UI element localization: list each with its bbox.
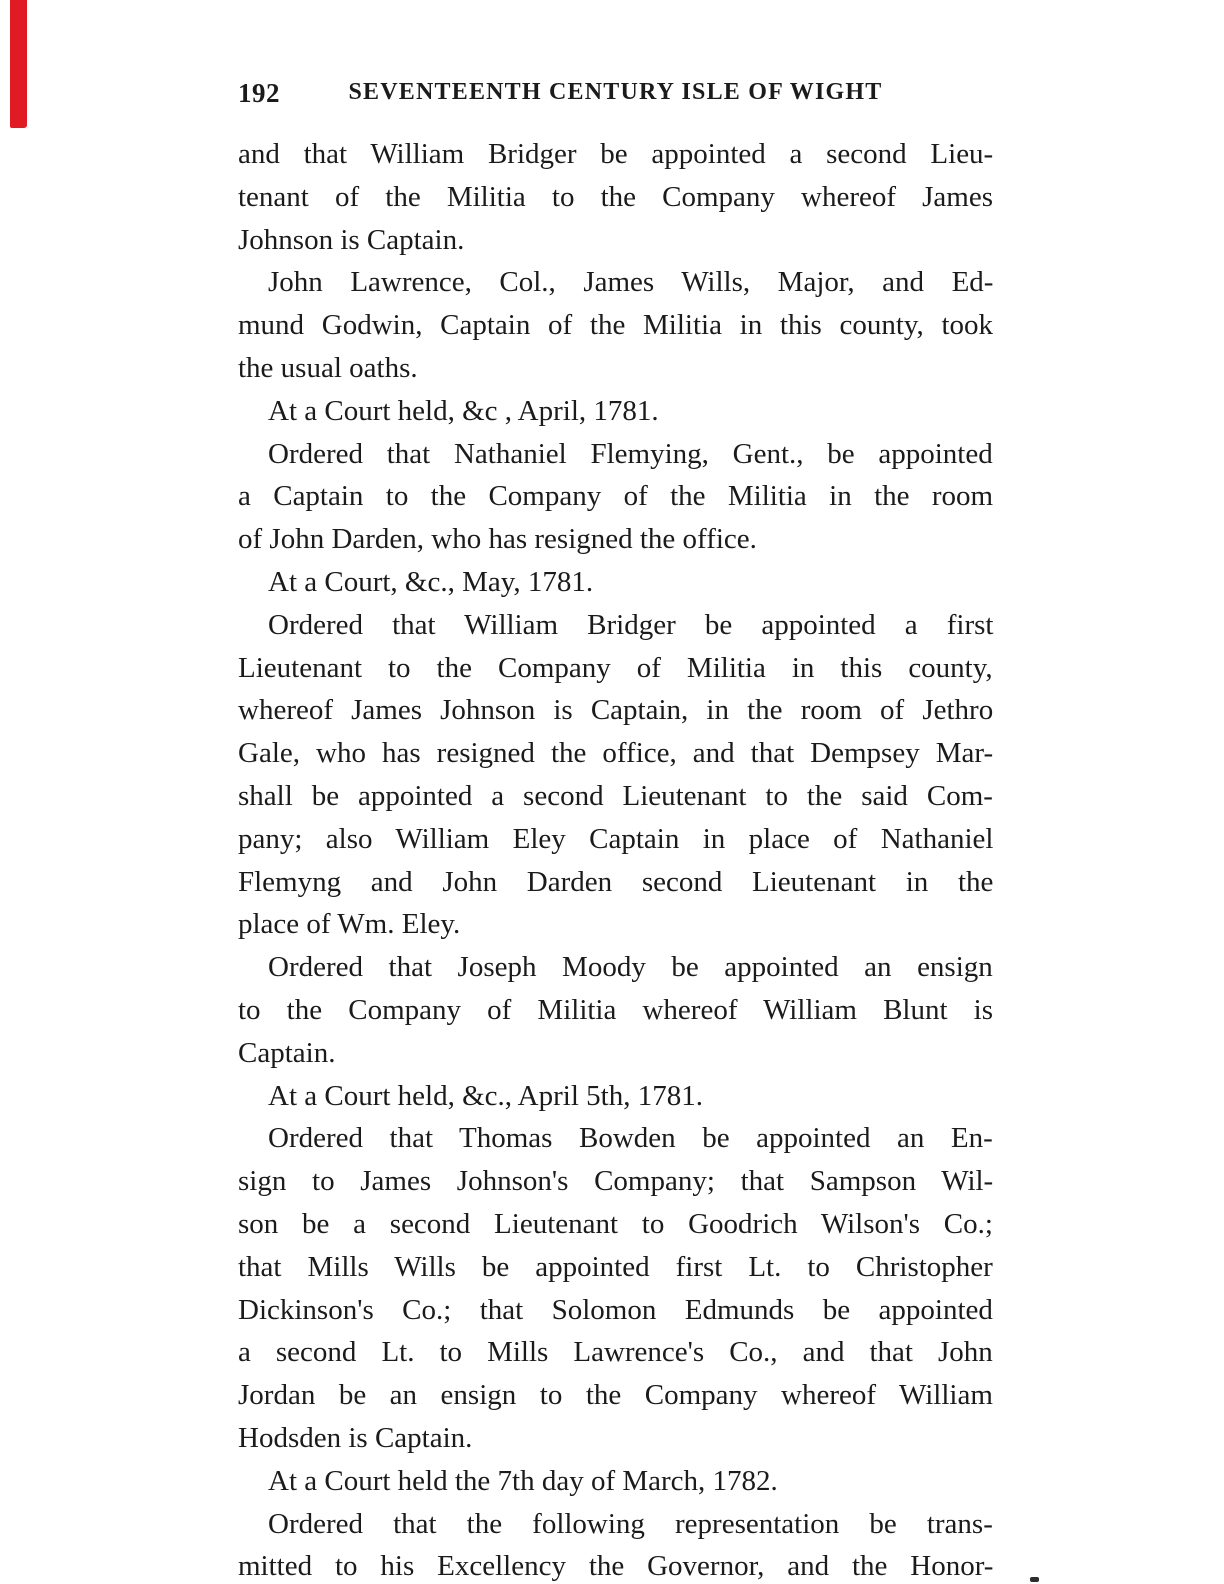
text-line-content: Dickinson's Co.; that Solomon Edmunds be appointed <box>238 1293 993 1326</box>
text-line-content: tenant of the Militia to the Company whereof James <box>238 180 994 213</box>
text-line-content: that Mills Wills be appointed first Lt. to Christopher <box>238 1250 993 1283</box>
text-line-content: Lieutenant to the Company of Militia in this county, <box>238 651 993 684</box>
text-line <box>238 818 993 861</box>
text-line <box>238 1374 993 1417</box>
text-line <box>238 518 993 561</box>
text-line-content: At a Court held, &c , April, 1781. <box>268 394 659 427</box>
text-line-content: Ordered that the following representation be trans- <box>268 1507 993 1540</box>
text-line-content: a second Lt. to Mills Lawrence's Co., and that John <box>238 1336 993 1369</box>
text-line <box>238 1117 993 1160</box>
text-line <box>238 1503 993 1546</box>
text-line-content: the usual oaths. <box>238 351 418 384</box>
text-line-content: Ordered that Thomas Bowden be appointed an En- <box>268 1122 993 1155</box>
text-line <box>238 1460 993 1503</box>
running-head-title: SEVENTEENTH CENTURY ISLE OF WIGHT <box>348 79 883 105</box>
text-line-content: son be a second Lieutenant to Goodrich Wilson's Co.; <box>238 1207 993 1240</box>
text-line-content: At a Court held the 7th day of March, 1782. <box>268 1464 778 1497</box>
text-line <box>238 989 993 1032</box>
page-header <box>238 78 993 108</box>
text-line <box>238 861 993 904</box>
text-line <box>238 732 993 775</box>
text-line-content: sign to James Johnson's Company; that Sampson Wil- <box>238 1165 994 1198</box>
text-line <box>238 1075 993 1118</box>
text-line <box>238 647 993 690</box>
text-line-content: of John Darden, who has resigned the office. <box>238 523 757 556</box>
text-line-content: Jordan be an ensign to the Company whereof William <box>238 1379 993 1412</box>
text-line <box>238 1331 993 1374</box>
text-line <box>238 604 993 647</box>
text-line-content: At a Court, &c., May, 1781. <box>268 565 594 598</box>
text-line-content: place of Wm. Eley. <box>238 908 461 941</box>
text-line <box>238 1417 993 1460</box>
text-line <box>238 219 993 262</box>
text-line <box>238 561 993 604</box>
text-line-content: Gale, who has resigned the office, and that Dempsey Mar- <box>238 737 994 770</box>
text-line <box>238 475 993 518</box>
text-line-content: mitted to his Excellency the Governor, and the Honor- <box>238 1550 994 1583</box>
text-line <box>238 1545 993 1584</box>
text-line-content: a Captain to the Company of the Militia in the room <box>238 480 994 513</box>
text-line <box>238 261 993 304</box>
text-line-content: Johnson is Captain. <box>238 223 465 256</box>
text-line-content: Ordered that William Bridger be appointed a first <box>268 608 994 641</box>
text-line-content: Flemyng and John Darden second Lieutenant in the <box>238 865 994 898</box>
text-line-content: to the Company of Militia whereof William Blunt is <box>238 993 994 1026</box>
text-line-content: Ordered that Joseph Moody be appointed an ensign <box>268 951 993 984</box>
text-line <box>238 903 993 946</box>
text-line <box>238 1246 993 1289</box>
text-line-content: Hodsden is Captain. <box>238 1421 473 1454</box>
text-line <box>238 133 993 176</box>
page-text <box>238 133 993 1584</box>
text-line <box>238 176 993 219</box>
text-line <box>238 1289 993 1332</box>
text-line-content: John Lawrence, Col., James Wills, Major, and Ed- <box>268 266 994 299</box>
red-scan-mark <box>10 0 27 128</box>
text-line <box>238 946 993 989</box>
text-line <box>238 304 993 347</box>
text-line <box>238 775 993 818</box>
text-line <box>238 347 993 390</box>
text-line-content: pany; also William Eley Captain in place of Nathaniel <box>238 822 994 855</box>
text-line <box>238 390 993 433</box>
text-line <box>238 1160 993 1203</box>
ink-speck <box>1030 1577 1039 1582</box>
text-line <box>238 1203 993 1246</box>
page-number: 192 <box>238 78 280 108</box>
text-line-content: mund Godwin, Captain of the Militia in this county, took <box>238 309 994 342</box>
text-line <box>238 689 993 732</box>
text-line <box>238 433 993 476</box>
text-line-content: and that William Bridger be appointed a second Lieu- <box>238 138 994 170</box>
text-line-content: Captain. <box>238 1036 336 1069</box>
text-line-content: shall be appointed a second Lieutenant to the said Com- <box>238 779 993 812</box>
text-line-content: Ordered that Nathaniel Flemying, Gent., be appointed <box>268 437 993 470</box>
text-line-content: At a Court held, &c., April 5th, 1781. <box>268 1079 703 1112</box>
text-line-content: whereof James Johnson is Captain, in the room of Jethro <box>238 694 994 727</box>
text-line <box>238 1032 993 1075</box>
